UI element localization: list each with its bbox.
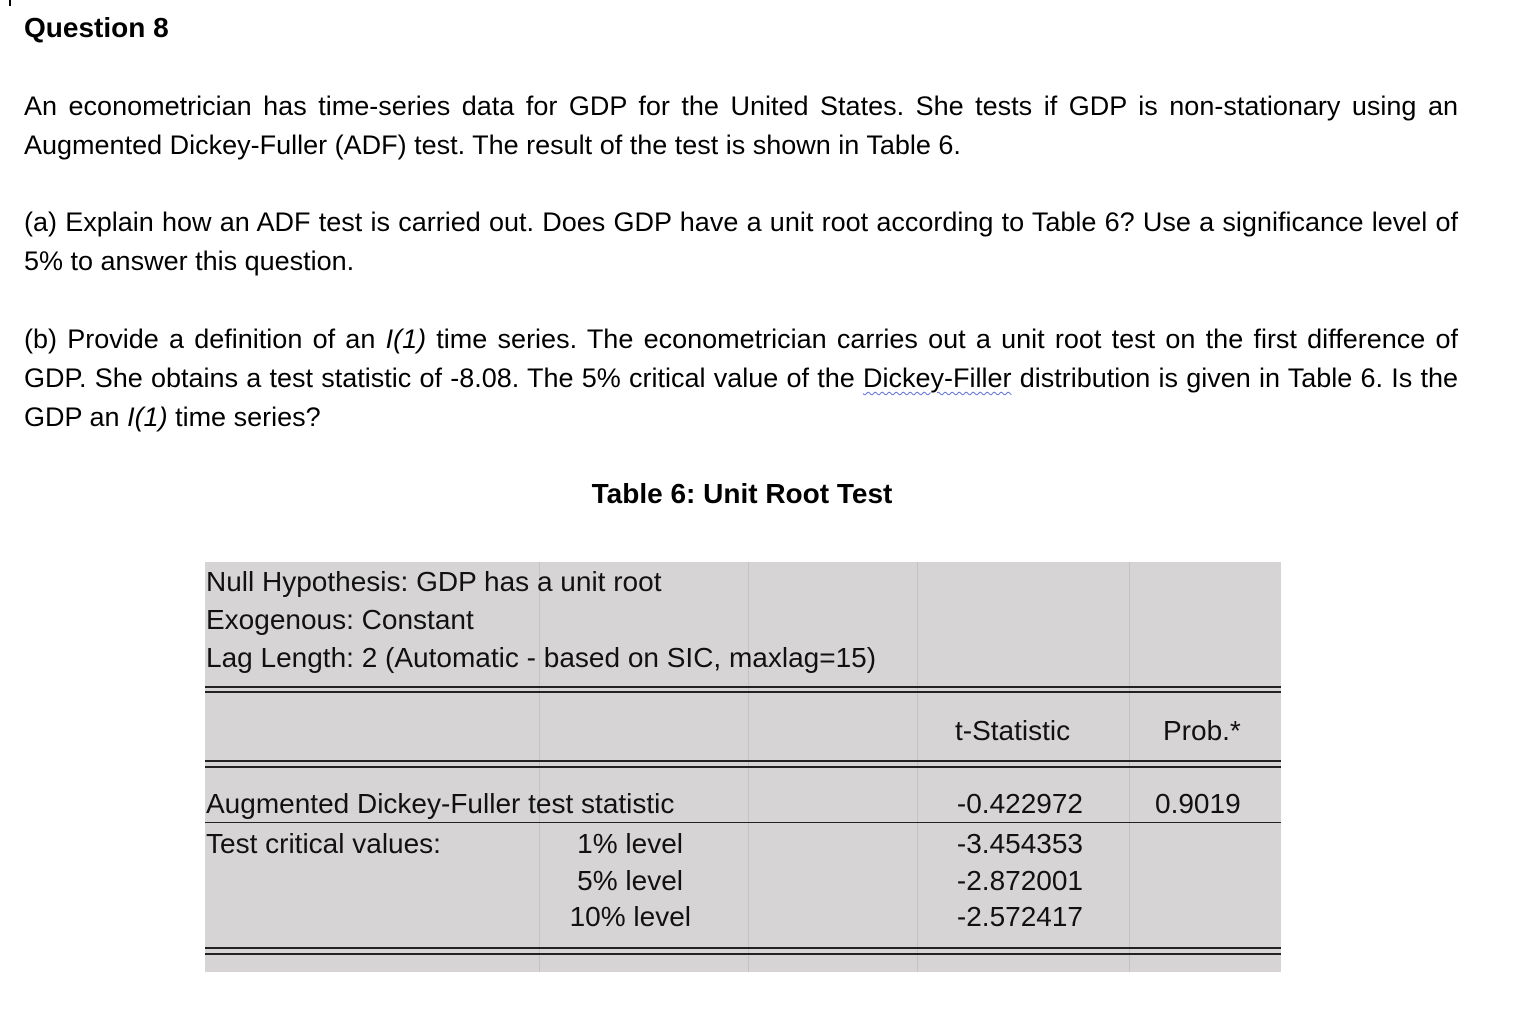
adf-t-statistic-value: -0.422972: [956, 788, 1083, 819]
table-title: Table 6: Unit Root Test: [591, 478, 893, 509]
critical-value-10: -2.572417: [956, 901, 1083, 932]
double-rule-bottom: [205, 953, 1281, 955]
critical-level-1: 1% level: [577, 828, 683, 859]
critical-values-label: Test critical values:: [206, 828, 441, 859]
double-rule-bottom: [205, 947, 1281, 949]
part-b-text-4: time series?: [167, 402, 321, 432]
column-header-t-statistic: t-Statistic: [955, 715, 1071, 746]
single-rule: [205, 822, 1281, 823]
double-rule-mid: [205, 766, 1281, 768]
critical-value-5: -2.872001: [956, 865, 1083, 896]
critical-value-1: -3.454353: [956, 828, 1083, 859]
part-b-text-2: time series. The econometrician carries out a unit root test on the first difference of GDP. She obtains a test statistic of -8.08. The 5% critical value of the: [24, 324, 1458, 393]
exogenous-line: Exogenous: Constant: [206, 604, 474, 635]
part-b-text-3: distribution is given in Table 6. Is the GDP an: [24, 363, 1458, 432]
adf-prob-value: 0.9019: [1155, 788, 1241, 819]
adf-statistic-label: Augmented Dickey-Fuller test statistic: [206, 788, 675, 819]
double-rule-mid: [205, 760, 1281, 762]
text-cursor-mark: [9, 0, 11, 6]
lag-length-line: Lag Length: 2 (Automatic - based on SIC, maxlag=15): [206, 642, 877, 673]
part-b-i1-term-2: I(1): [127, 402, 168, 432]
critical-level-10: 10% level: [569, 901, 691, 932]
critical-level-5: 5% level: [577, 865, 683, 896]
double-rule-top: [205, 686, 1281, 688]
unit-root-test-table: [205, 562, 1281, 972]
part-b-i1-term: I(1): [385, 324, 427, 354]
question-intro: An econometrician has time-series data for GDP for the United States. She tests if GDP is non-stationary using an Augmented Dickey-Fuller (ADF) test. The result of the test is shown in Table 6.: [24, 91, 1458, 160]
column-header-prob: Prob.*: [1163, 715, 1241, 746]
question-part-a: (a) Explain how an ADF test is carried out. Does GDP have a unit root according to Table 6? Use a significance level of 5% to answer this question.: [24, 207, 1458, 276]
question-title: Question 8: [24, 12, 169, 43]
null-hypothesis-line: Null Hypothesis: GDP has a unit root: [206, 566, 662, 597]
question-part-b: [24, 320, 1458, 437]
spellcheck-flagged-word[interactable]: Dickey-Filler: [862, 363, 1012, 393]
part-b-text-1: (b) Provide a definition of an: [24, 324, 386, 354]
double-rule-top: [205, 691, 1281, 693]
